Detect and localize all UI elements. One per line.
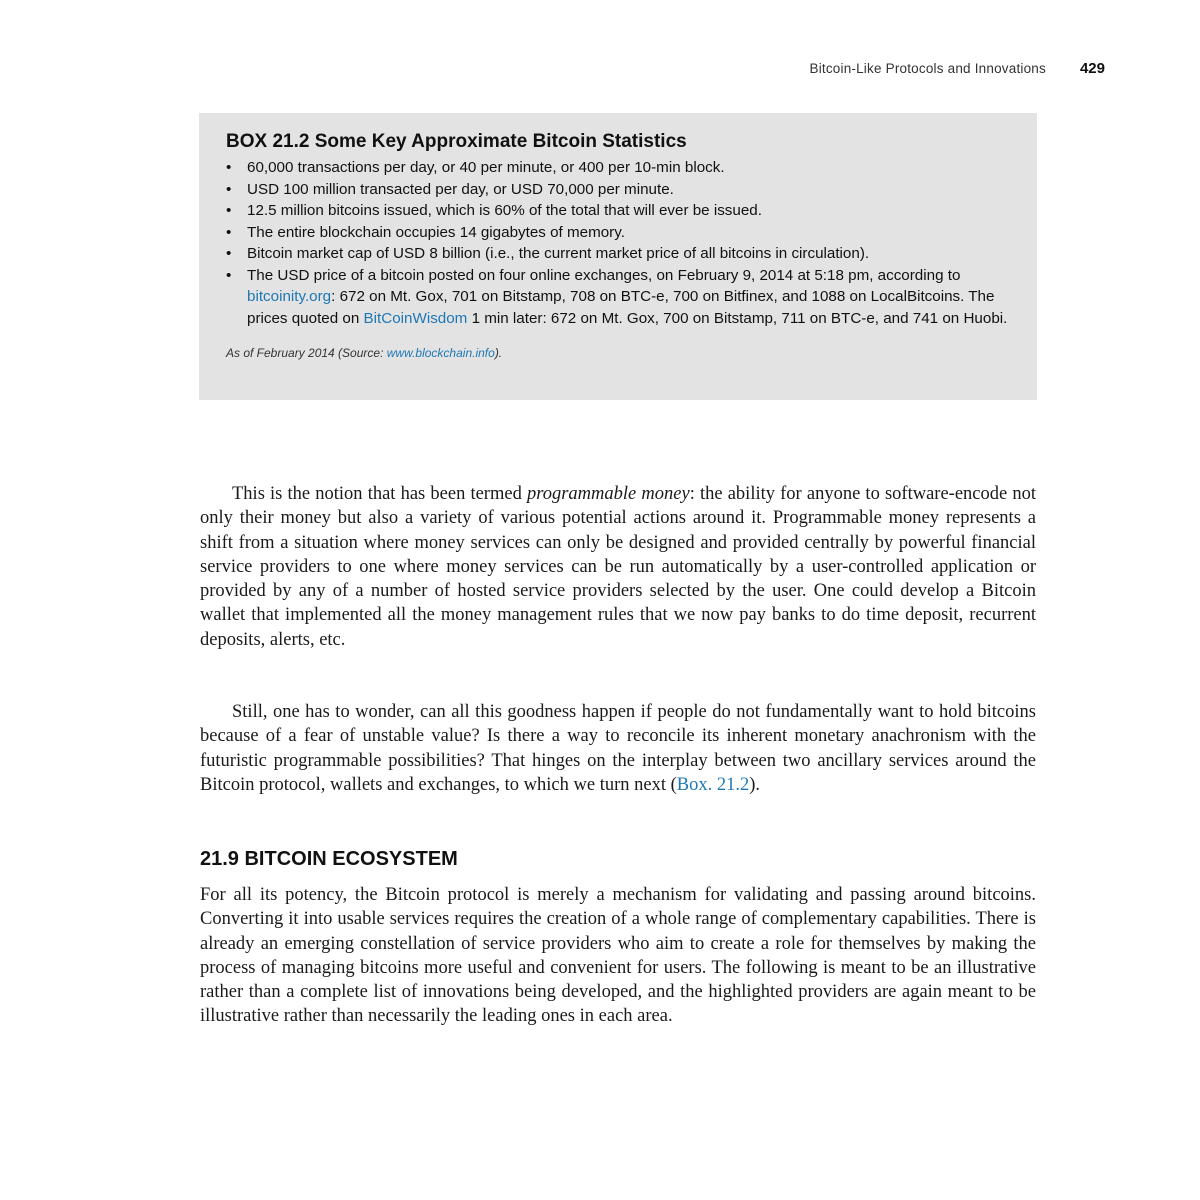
running-head (700, 60, 1105, 77)
paragraph-text: This is the notion that has been termed (232, 484, 527, 504)
list-item (226, 179, 1011, 201)
list-item-text: 60,000 transactions per day, or 40 per minute, or 400 per 10-min block. (247, 159, 725, 176)
list-item-text: Bitcoin market cap of USD 8 billion (i.e., the current market price of all bitcoins in circulation). (247, 245, 870, 262)
box-reference-link[interactable]: Box. 21.2 (676, 774, 750, 795)
running-head-title: Bitcoin-Like Protocols and Innovations (809, 61, 1046, 76)
paragraph-wallets-exchanges (200, 700, 1036, 797)
box-source-note (226, 346, 1011, 360)
emphasis-term: programmable money (526, 484, 690, 504)
source-suffix: ). (494, 346, 503, 360)
list-item-text: : 672 on Mt. Gox, 701 on Bitstamp, 708 on BTC-e, 700 on Bitfinex, and 1088 on LocalBitcoins. The prices quoted on (247, 288, 995, 327)
bullet-icon: • (226, 223, 232, 241)
bullet-icon: • (226, 159, 232, 176)
list-item (226, 157, 1011, 179)
bullet-icon: • (226, 202, 232, 219)
blockchain-info-link[interactable]: www.blockchain.info (386, 346, 495, 360)
list-item-exchange-prices (226, 265, 1011, 330)
source-prefix: As of February 2014 (Source: (226, 346, 387, 360)
list-item (226, 200, 1011, 222)
bitcoinity-link[interactable]: bitcoinity.org (247, 288, 332, 305)
box-title: BOX 21.2 Some Key Approximate Bitcoin Statistics (226, 131, 687, 152)
statistics-box (199, 113, 1037, 400)
list-item (226, 243, 1011, 265)
paragraph-text: For all its potency, the Bitcoin protocol is merely a mechanism for validating and passing around bitcoins. Converting it into usable services requires the creation of a whole range of complementary capabilities. There is already an emerging constellation of service providers who aim to create a role for themselves by making the process of managing bitcoins more useful and convenient for users. The following is meant to be an illustrative rather than a complete list of innovations being developed, and the highlighted providers are again meant to be illustrative rather than necessarily the leading ones in each area. (200, 885, 1036, 1027)
list-item-text: 12.5 million bitcoins issued, which is 60% of the total that will ever be issued. (247, 202, 762, 219)
paragraph-text: ). (749, 774, 761, 795)
list-item (226, 222, 1011, 244)
list-item-text: 1 min later: 672 on Mt. Gox, 700 on Bitstamp, 711 on BTC-e, and 741 on Huobi. (467, 309, 1008, 327)
bullet-icon: • (226, 245, 232, 262)
list-item-text: The USD price of a bitcoin posted on four online exchanges, on February 9, 2014 at 5:18 pm, according to (247, 266, 961, 284)
list-item-text: USD 100 million transacted per day, or USD 70,000 per minute. (247, 180, 674, 198)
page-number: 429 (1079, 60, 1105, 77)
bitcoinwisdom-link[interactable]: BitCoinWisdom (363, 309, 468, 327)
paragraph-programmable-money (200, 482, 1036, 652)
section-heading: 21.9 BITCOIN ECOSYSTEM (200, 848, 458, 870)
box-bullet-list (226, 157, 1011, 329)
bullet-icon: • (226, 266, 232, 284)
paragraph-text: : the ability for anyone to software-encode not only their money but also a variety of various potential actions around it. Programmable money represents a shift from a situation where money services can only be designed and provided centrally by powerful financial service providers to one where money services can be run automatically by a user-controlled application or provided by any of a number of hosted service providers selected by the user. One could develop a Bitcoin wallet that implemented all the money management rules that we now pay banks to do time deposit, recurrent deposits, alerts, etc. (200, 484, 1036, 650)
paragraph-text: Still, one has to wonder, can all this goodness happen if people do not fundamentally want to hold bitcoins because of a fear of unstable value? Is there a way to reconcile its inherent monetary anachronism with the futuristic programmable possibilities? That hinges on the interplay between two ancillary services around the Bitcoin protocol, wallets and exchanges, to which we turn next ( (200, 702, 1036, 795)
paragraph-ecosystem (200, 883, 1036, 1029)
bullet-icon: • (226, 180, 232, 198)
list-item-text: The entire blockchain occupies 14 gigabytes of memory. (247, 223, 625, 241)
